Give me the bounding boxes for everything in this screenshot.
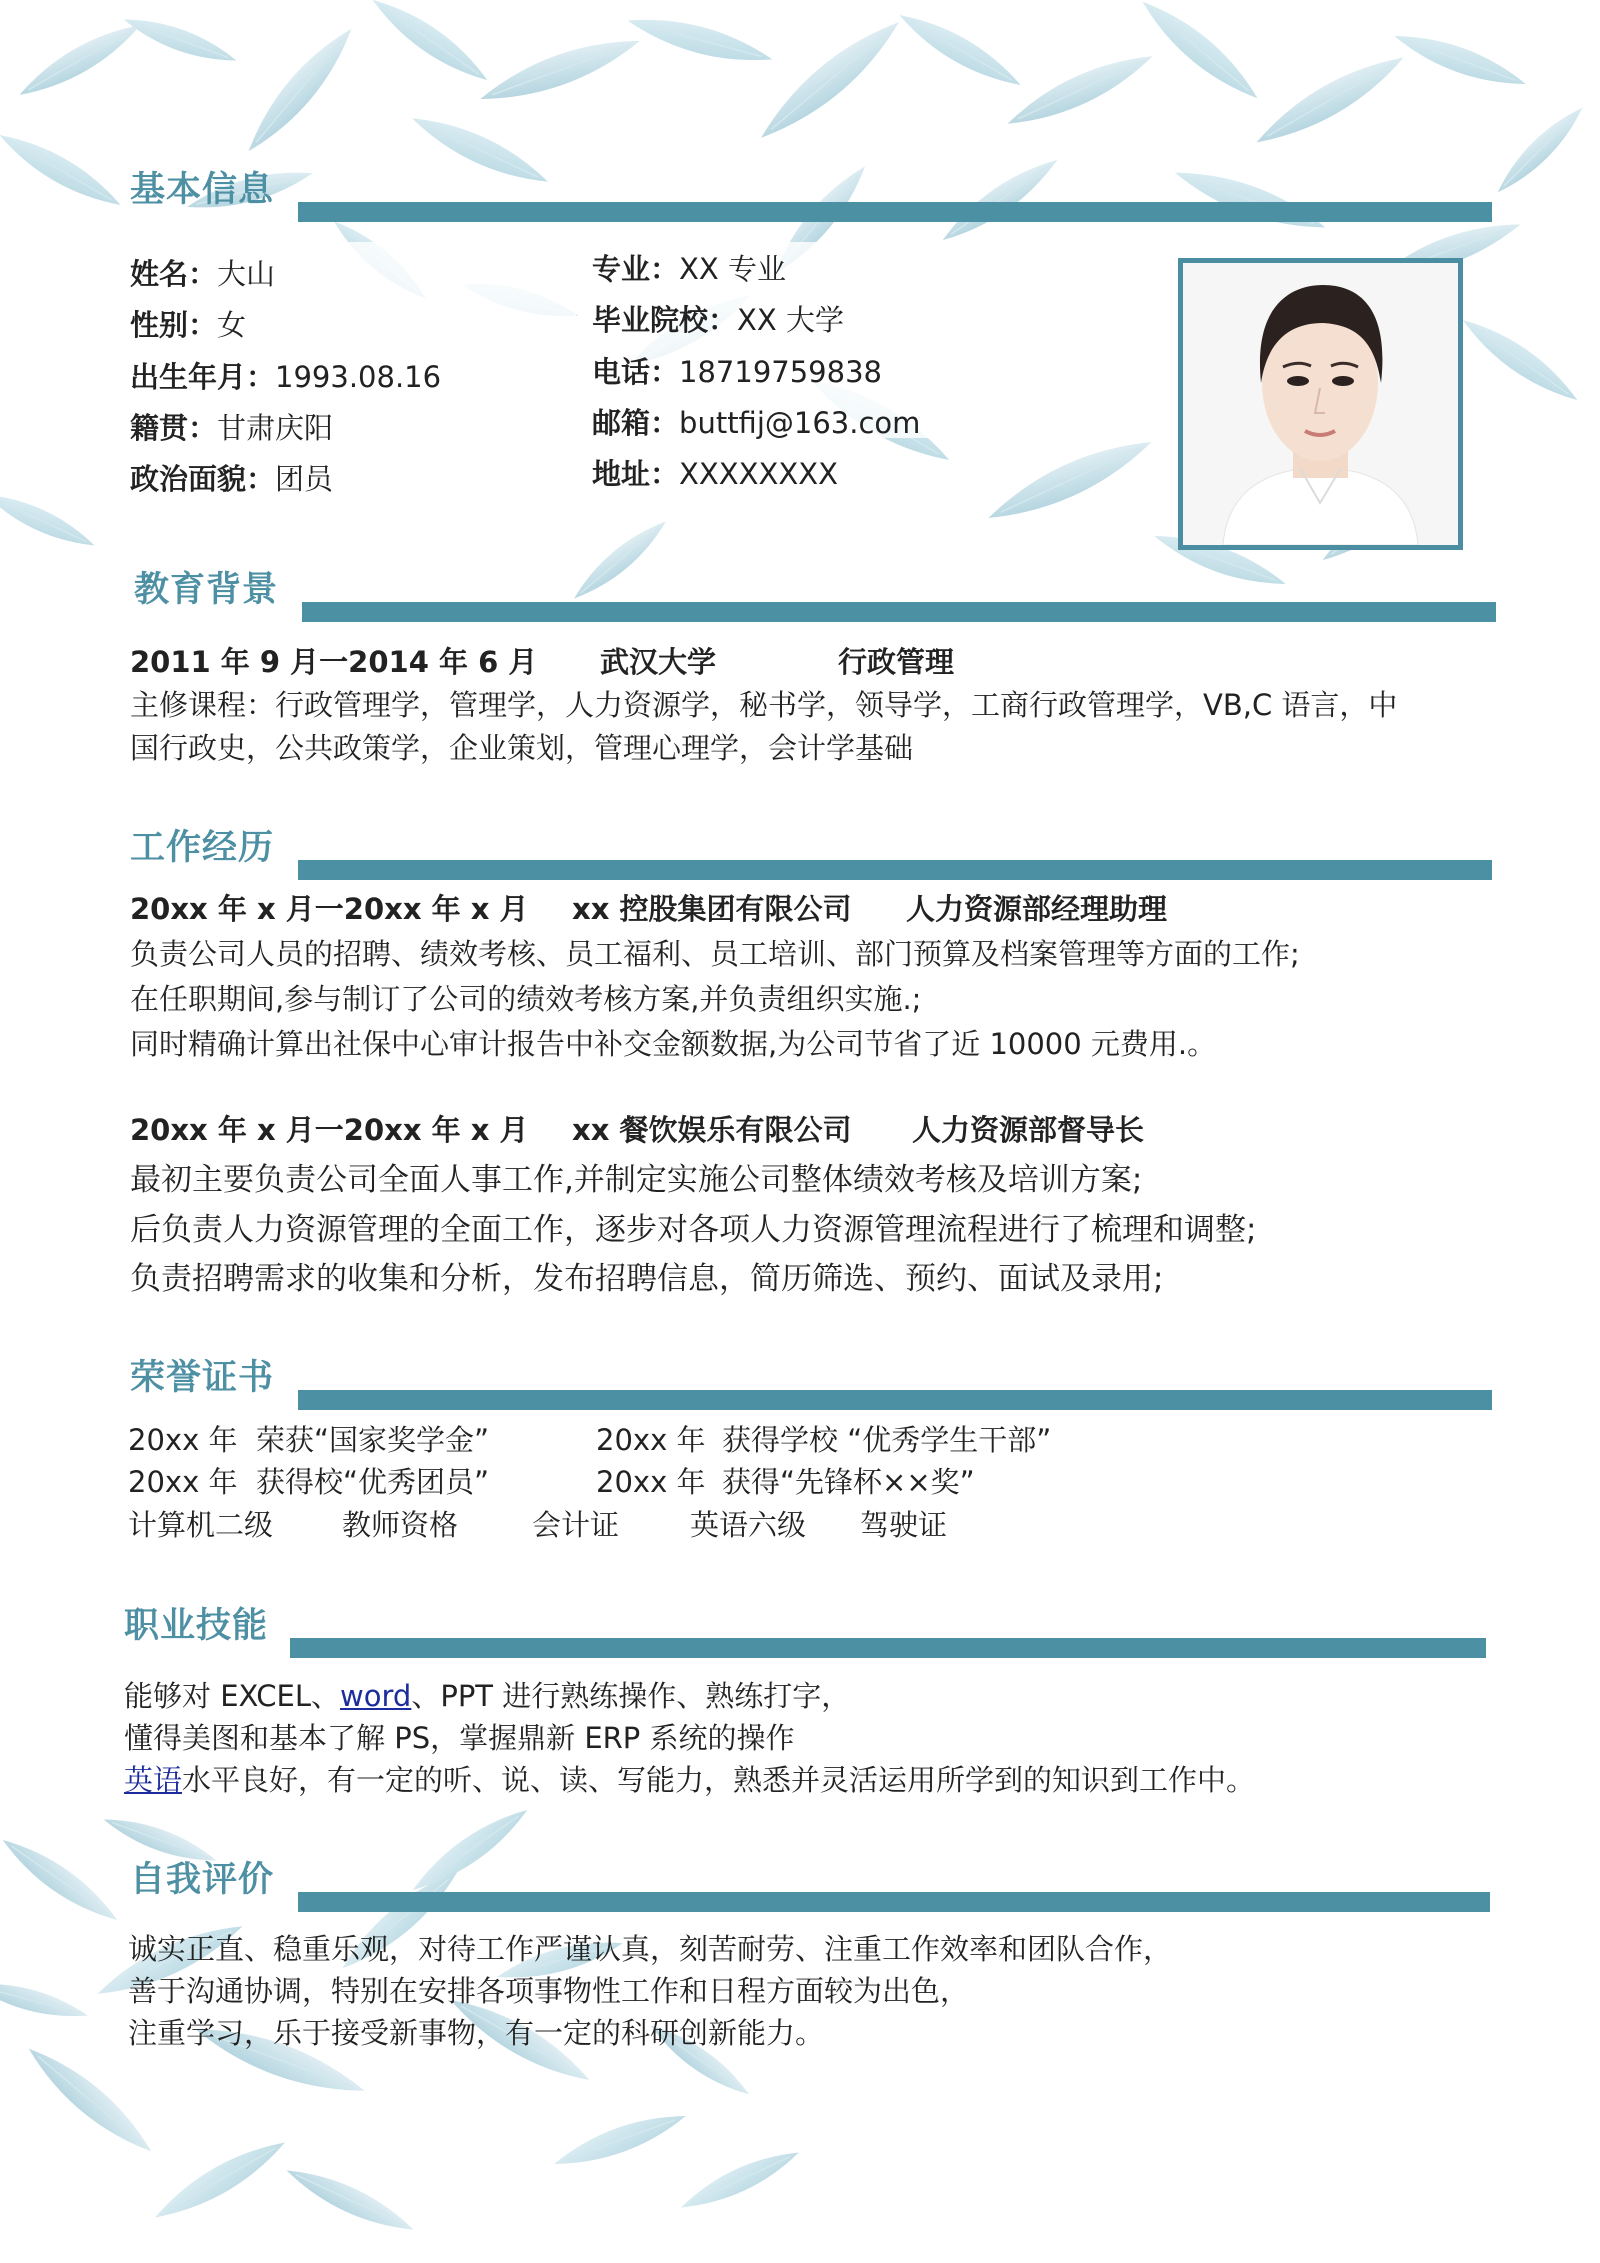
honor-year: 20xx 年 (596, 1423, 706, 1457)
job-date: 20xx 年 x 月一20xx 年 x 月 (130, 1113, 529, 1147)
section-title-honors: 荣誉证书 (130, 1358, 275, 1398)
skills-line-office: 能够对 EXCEL、word、PPT 进行熟练操作、熟练打字， (124, 1679, 851, 1713)
section-divider-education (302, 602, 1496, 622)
section-divider-skills (290, 1638, 1486, 1658)
self-evaluation-line: 诚实正直、稳重乐观，对待工作严谨认真，刻苦耐劳、注重工作效率和团队合作， (128, 1932, 1173, 1966)
job-duty-line: 在任职期间,参与制订了公司的绩效考核方案,并负责组织实施.; (130, 982, 922, 1016)
section-divider-honors (298, 1390, 1492, 1410)
job-role: 人力资源部督导长 (912, 1113, 1145, 1147)
word-link[interactable]: word (340, 1679, 412, 1713)
job-duty-line: 最初主要负责公司全面人事工作,并制定实施公司整体绩效考核及培训方案; (130, 1162, 1143, 1198)
education-school: 武汉大学 (600, 645, 717, 679)
self-evaluation-line: 善于沟通协调，特别在安排各项事物性工作和日程方面较为出色， (128, 1974, 970, 2008)
job-role: 人力资源部经理助理 (906, 892, 1168, 926)
section-title-skills: 职业技能 (124, 1606, 269, 1646)
education-courses-line: 国行政史，公共政策学，企业策划，管理心理学，会计学基础 (130, 731, 914, 765)
section-title-basic: 基本信息 (130, 170, 275, 210)
honor-item: 获得校“优秀团员” (256, 1465, 490, 1499)
certificate-item: 计算机二级 (128, 1508, 274, 1542)
education-date: 2011 年 9 月一2014 年 6 月 (130, 645, 538, 679)
info-address: 地址：XXXXXXXX (592, 457, 838, 491)
honor-item: 获得“先锋杯××奖” (722, 1465, 975, 1499)
section-title-self: 自我评价 (130, 1860, 275, 1900)
job-company: xx 控股集团有限公司 (572, 892, 852, 926)
info-phone: 电话：18719759838 (592, 355, 882, 389)
self-evaluation-line: 注重学习，乐于接受新事物，有一定的科研创新能力。 (128, 2016, 825, 2050)
job-duty-line: 同时精确计算出社保中心审计报告中补交金额数据,为公司节省了近 10000 元费用.。 (130, 1027, 1217, 1061)
english-link[interactable]: 英语 (124, 1763, 183, 1797)
job-company: xx 餐饮娱乐有限公司 (572, 1113, 852, 1147)
education-major: 行政管理 (838, 645, 955, 679)
portrait-photo (1178, 258, 1463, 550)
job-duty-line: 负责招聘需求的收集和分析，发布招聘信息，简历筛选、预约、面试及录用; (130, 1261, 1164, 1297)
job-date: 20xx 年 x 月一20xx 年 x 月 (130, 892, 529, 926)
certificate-item: 英语六级 (690, 1508, 807, 1542)
certificate-item: 会计证 (532, 1508, 620, 1542)
info-birth: 出生年月：1993.08.16 (130, 360, 442, 394)
section-title-education: 教育背景 (134, 570, 279, 610)
info-major: 专业：XX 专业 (592, 252, 786, 286)
honor-year: 20xx 年 (128, 1423, 238, 1457)
skills-line-software: 懂得美图和基本了解 PS，掌握鼎新 ERP 系统的操作 (124, 1721, 795, 1755)
info-name: 姓名：大山 (130, 257, 276, 291)
honor-year: 20xx 年 (128, 1465, 238, 1499)
info-hometown: 籍贯：甘肃庆阳 (130, 411, 334, 445)
section-divider-work (298, 860, 1492, 880)
section-title-work: 工作经历 (130, 828, 275, 868)
honor-item: 获得学校 “优秀学生干部” (722, 1423, 1052, 1457)
info-email: 邮箱：buttfij@163.com (592, 406, 921, 440)
section-divider-self (298, 1892, 1490, 1912)
info-gender: 性别：女 (130, 308, 247, 342)
certificate-item: 驾驶证 (860, 1508, 948, 1542)
honor-item: 荣获“国家奖学金” (256, 1423, 490, 1457)
info-school: 毕业院校：XX 大学 (592, 303, 844, 337)
section-divider-basic (298, 202, 1492, 222)
skills-line-english: 英语水平良好，有一定的听、说、读、写能力，熟悉并灵活运用所学到的知识到工作中。 (124, 1763, 1256, 1797)
info-political-status: 政治面貌：团员 (130, 462, 334, 496)
honor-year: 20xx 年 (596, 1465, 706, 1499)
education-courses-line: 主修课程：行政管理学，管理学，人力资源学，秘书学，领导学，工商行政管理学，VB,C 语言，中 (130, 688, 1398, 722)
job-duty-line: 负责公司人员的招聘、绩效考核、员工福利、员工培训、部门预算及档案管理等方面的工作; (130, 937, 1300, 971)
job-duty-line: 后负责人力资源管理的全面工作，逐步对各项人力资源管理流程进行了梳理和调整; (130, 1212, 1257, 1248)
certificate-item: 教师资格 (342, 1508, 459, 1542)
